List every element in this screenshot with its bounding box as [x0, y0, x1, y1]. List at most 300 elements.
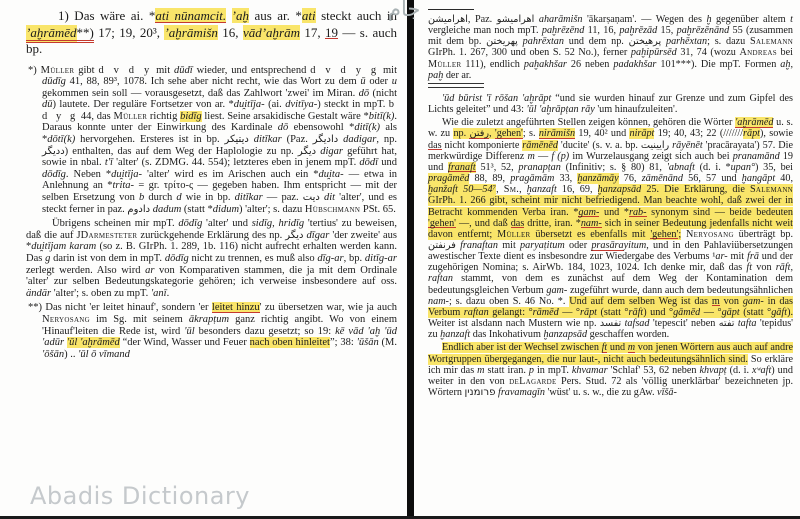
text-segment: richtig [147, 110, 181, 122]
footnote-separator-rule [428, 83, 484, 88]
text-segment: 'ūl ō vīmand [78, 348, 130, 360]
text-segment: mit [152, 64, 175, 76]
text-segment: von Komparativen stammen, die ja mit dem Ordinale 'alter' zur selben Bedeutungskategorie gehören; ich verweise insbesondere auf oss. [26, 264, 397, 288]
text-segment: — paz. [262, 192, 303, 204]
text-segment: Andreas [739, 47, 777, 59]
text-segment: 88, 89, [469, 173, 511, 185]
highlighted-text: ḫanzāmāy [577, 173, 619, 185]
text-segment: d v d y g [310, 64, 380, 76]
text-segment: trita- [112, 180, 135, 192]
text-segment: khvapṭ [699, 364, 727, 376]
text-segment: PSt. 65. [360, 203, 396, 215]
text-segment: dōtī(k) [47, 134, 76, 146]
text-segment: steckt auch in [315, 8, 398, 23]
text-segment: 'ākarṣaṇam'. — Wegen des [582, 14, 707, 25]
highlighted-text: rāpt [580, 306, 597, 318]
highlighted-text: gāft [771, 306, 788, 318]
query-word-overlay: جام [388, 0, 421, 21]
text-segment: oder [564, 239, 592, 251]
text-segment: تفته [718, 318, 735, 330]
text-segment: geschaffen worden. [587, 329, 670, 341]
text-segment: 17, [299, 24, 326, 40]
text-segment: digar [320, 145, 343, 157]
text-segment: (statt * [181, 203, 213, 215]
highlighted-text: (statt ° [739, 306, 772, 318]
text-segment: — etwa in Anlehnung an * [42, 168, 397, 192]
text-segment: 'ūl [184, 325, 195, 337]
text-segment: dīg-ar [317, 253, 344, 264]
highlighted-text: gāmēd [673, 306, 701, 318]
text-segment: im Sg. mit seinem [90, 313, 189, 325]
highlighted-text: bidīg [180, 110, 202, 122]
text-segment: ديگر [285, 229, 304, 241]
text-segment: dūdī [174, 64, 193, 76]
text-segment: Neryosang [686, 228, 734, 240]
text-segment: ū [360, 76, 366, 88]
text-segment: paḫakhšar [523, 58, 567, 70]
text-segment: d v d y [98, 64, 153, 76]
text-segment: ) und weiter in den von [428, 364, 793, 387]
text-segment: ديتيكر [224, 134, 249, 146]
text-segment: 40, [775, 173, 794, 185]
text-segment: pragāmām [510, 173, 555, 185]
text-segment: als * [42, 122, 397, 146]
text-segment: tafta [737, 318, 757, 330]
highlighted-text: ʼaḫrāmišn [164, 24, 218, 40]
text-segment: zugeführt wurde, dann auch dem bedeutungsähnlichen [567, 284, 793, 296]
text-segment: Hübschmann [304, 203, 361, 215]
text-segment: داديگر [312, 134, 339, 146]
footnote-continuation [26, 218, 397, 299]
highlighted-text: raftan [463, 306, 489, 318]
text-segment: 'Schlaf' 53, 62 neben [607, 364, 700, 376]
text-segment: ändär [26, 287, 52, 299]
text-segment: 19 und [428, 150, 794, 173]
text-segment: ديگر [297, 145, 317, 157]
text-segment: ) 35, bei [755, 161, 794, 173]
text-segment: bei [776, 47, 793, 59]
text-segment: im Wurzelausgang zeigt sich auch bei [569, 150, 733, 162]
text-segment: sidīg, hridīg [251, 218, 305, 230]
text-segment: 'alter'; s. oben zu mpT. [51, 287, 151, 299]
text-segment: dōdīg [42, 168, 66, 180]
text-segment: 51³, 52, [475, 161, 519, 173]
quote-paragraph [428, 93, 793, 115]
highlighted-text: —, und daß [456, 217, 511, 229]
text-segment: 'ducite' (s. v. a. bp. [557, 139, 641, 151]
highlighted-text: m [711, 295, 720, 307]
highlighted-text: 'gehen' [428, 217, 456, 229]
text-segment: du̯itīja- [233, 99, 265, 111]
text-segment: **) [77, 25, 94, 43]
text-segment: 'ūl 'aḫrāpṭan rāy [526, 104, 595, 116]
text-segment: pahrēxtan [522, 36, 564, 48]
text-segment: von [752, 262, 776, 274]
highlighted-text: ḫanzapsād [597, 184, 642, 196]
text-segment: 'alter' und [202, 218, 252, 230]
text-segment: liest. Seine arsakidische Gestalt wäre * [201, 110, 369, 122]
text-segment: . Neben * [65, 168, 112, 180]
highlighted-text: ḫanžaft 50—54⁷ [428, 184, 497, 196]
highlighted-text: Und auf dem selben Weg ist das [569, 295, 712, 307]
highlighted-text: 'aḫrāmēd [735, 117, 774, 129]
highlighted-text: nirāmišn [538, 128, 576, 140]
text-segment: ḫanzapsād [543, 329, 588, 341]
text-segment: dadum [152, 203, 182, 215]
text-segment: 'tepescit' neben [649, 318, 719, 330]
text-segment: — s. auch bp. [26, 24, 398, 56]
text-segment: ) 'alter'; s. dazu [239, 203, 305, 215]
text-segment: f (p) [551, 150, 570, 162]
text-segment: (nicht [369, 87, 397, 99]
text-segment: , np. [376, 134, 397, 146]
text-segment: padakhšar [613, 58, 657, 70]
text-segment: GIrPh. 1. 267, 300 und oben S. 52 No.), ferner [428, 47, 631, 59]
text-segment: xʷaft [752, 364, 772, 376]
text-segment: der ar. [443, 69, 472, 81]
text-segment: Neryosang [42, 313, 91, 325]
text-segment: 'pracārayata') 57. Die merkwürdige Differenz [428, 139, 793, 162]
text-segment: didum [212, 203, 240, 215]
text-segment: . Daraus konnte unter der Einwirkung des Kardinale [42, 110, 398, 134]
text-segment: 'ōšān [42, 348, 65, 360]
highlighted-text: gam- [578, 206, 600, 218]
text-segment: 17; 19, 20³, [93, 24, 165, 40]
text-segment: Müller [40, 64, 75, 76]
text-segment: 'um hinaufzuleiten'. [594, 104, 678, 116]
highlighted-text: (statt ° [597, 306, 629, 318]
text-segment: 44, das [78, 110, 114, 122]
text-segment: zāmēnānd [641, 173, 683, 185]
text-segment: dīgar [306, 229, 330, 241]
text-segment: ft [746, 262, 753, 274]
text-segment: kē vād 'aḫ 'ūd 'adūr [42, 325, 397, 349]
text-segment: rāyēnēt [672, 139, 703, 151]
text-segment: 1) Das wäre ai. * [58, 8, 156, 23]
text-segment: m [477, 364, 485, 376]
highlighted-text: , [489, 128, 495, 140]
text-segment: fravamagīn [498, 387, 545, 398]
highlighted-text: von jenen Wörtern aus auch auf andre Wortgruppen übergegangen, die nur laut-, nicht auch bedeutungsähnlich sind. [428, 342, 794, 365]
highlighted-text: 'ūl 'aḫrāmēd [66, 337, 120, 349]
text-segment: paḫrēzēnd [541, 25, 585, 37]
main-paragraph [428, 342, 793, 398]
highlighted-text: ) und ° [643, 306, 674, 318]
text-segment: Müller [428, 58, 462, 70]
text-segment: 'alter' (s. ZDMG. 44. 554); letzteres eben in jenem mpT. [112, 157, 360, 169]
text-segment: 41, 88, 89³, 1078. Ich sehe aber nicht recht, wie das Wort zu dem [65, 76, 361, 88]
text-segment: Übrigens scheinen mir mpT. [52, 218, 179, 230]
text-segment: und dem np. [563, 36, 629, 48]
text-segment: und [378, 157, 397, 169]
text-segment: nicht komponierte [441, 139, 523, 151]
text-segment: b d y g [42, 99, 397, 122]
text-segment: , [496, 184, 504, 196]
text-segment: nam- [428, 295, 449, 307]
text-segment: 'tertius' zu beweisen, daß die auf J [26, 218, 397, 241]
text-segment: (ai. [264, 99, 286, 111]
text-segment: vergleiche man noch mpT. [428, 25, 542, 37]
highlighted-text: pragāmēd [428, 173, 470, 185]
text-segment: Weiter ist alsdann nach Mustern wie np. [428, 318, 600, 330]
highlighted-text: m [627, 342, 636, 354]
text-segment: gegenüber altem [711, 14, 791, 25]
text-segment: hervorgehen. Ersteres ist in bp. [75, 134, 225, 146]
highlighted-text: nam- [580, 217, 602, 229]
text-segment: frā [747, 251, 759, 263]
text-segment: pranapṭan [518, 161, 561, 173]
footnote-rule [428, 9, 474, 10]
highlighted-text: sich in seiner Bedeutung jedenfalls nicht weit davon entfernt; [428, 217, 794, 240]
text-segment: = gr. τρίτο-ς — gegeben haben. Ihm entspricht — mit der selben Ersetzung von [42, 180, 397, 204]
text-segment: ditī(k) [354, 122, 380, 134]
footnote-double-star [28, 302, 397, 360]
highlighted-text: das [510, 217, 525, 229]
text-segment: mit [498, 239, 521, 251]
highlighted-text: GIrPh. 1. 266 gibt, scheint mir nicht befriedigend. Man beachte wohl, daß zwei der in Betracht kommenden Verba iran. * [428, 195, 793, 218]
highlighted-text: ʼaḫ [231, 8, 249, 23]
text-segment: 16, 69, [556, 184, 598, 196]
highlighted-text: gāpt [721, 306, 740, 318]
text-segment: (d. i. * [694, 161, 731, 173]
text-segment: dō [277, 122, 289, 134]
text-segment: du̯ita- [318, 168, 344, 180]
text-segment: deLagarde [509, 375, 557, 387]
text-segment: tafsad [624, 318, 650, 330]
text-segment: رايينيت [640, 139, 670, 151]
highlighted-text: rāmēnēd [522, 139, 558, 151]
footnote-star [28, 64, 398, 216]
text-segment: 56, 57 und [683, 173, 742, 185]
text-segment: dūdīg [42, 76, 66, 88]
text-segment: “und sie wurden hinauf zur Grenze und zum Gipfel des Lichts geleitet” und 43: [428, 92, 793, 116]
text-segment: t [790, 14, 793, 25]
text-segment: اهراميشو [496, 14, 535, 25]
text-segment: ”; 38: [329, 337, 357, 349]
text-segment: dōdīg [164, 253, 189, 264]
text-segment: تفسد [599, 318, 622, 330]
highlighted-text: nirāpt [629, 128, 655, 140]
text-segment: oder [365, 76, 392, 88]
text-segment: ديت [302, 192, 320, 204]
text-segment: ditīkar [234, 192, 263, 204]
text-segment: 19; 40, 43; 22 (/////// [654, 128, 744, 140]
text-segment: Darmesteter [80, 229, 138, 241]
page-gutter-divider [407, 0, 414, 519]
text-segment: ākrapṭum [188, 313, 230, 325]
highlighted-text: — ° [700, 306, 722, 318]
text-segment: Salemann [749, 36, 794, 48]
text-segment: ) enthalten, das auf dem Weg der Haplologie zu np. [64, 145, 298, 157]
text-segment: ebensowohl * [288, 122, 355, 134]
text-segment: (d. i. [726, 364, 753, 376]
text-segment: dū [42, 99, 53, 111]
text-segment: دادوم [127, 203, 151, 215]
text-segment: دديگر [42, 145, 65, 157]
text-segment: zerlegt werden. Also wird [26, 264, 146, 276]
text-segment: aḫ, paḫ [428, 58, 794, 81]
text-segment: 19 [325, 24, 339, 40]
text-segment: wieder, und entsprechend [192, 64, 311, 76]
highlighted-text: leitet hinzu [211, 302, 260, 314]
text-segment: Pers. Stud. 72 als 'völlig unerklärbar' bezeichneten jp. Wörtern [428, 375, 793, 398]
text-segment: 31, 74 (wozu [676, 47, 740, 59]
text-segment: du̯itījam karam [31, 241, 97, 253]
text-segment: ḫanzaft [526, 184, 557, 196]
text-segment: nicht zu trennen, es muß also [188, 253, 318, 264]
text-segment: ditīg-ar [364, 253, 397, 264]
text-segment: dvitīya- [285, 99, 318, 111]
highlighted-text: und * [599, 206, 629, 218]
text-segment: überträgt bp. [733, 228, 793, 240]
text-segment: paḫrēzēnānd [676, 25, 730, 37]
right-page-column [414, 0, 800, 516]
text-segment: u [391, 76, 397, 88]
text-segment: (Paz. [281, 134, 313, 146]
highlighted-text: ; [678, 228, 682, 240]
text-segment: ḫ [706, 14, 712, 25]
highlighted-text: ft [601, 342, 608, 354]
text-segment: 16, [217, 24, 243, 40]
text-segment: 'wüst' u. s. w., die zu gAw. [544, 387, 658, 398]
text-segment: p [528, 364, 534, 376]
highlighted-text: np. [453, 128, 470, 140]
text-segment: 'der zweite' aus * [26, 229, 398, 253]
text-segment: upan° [730, 161, 756, 173]
text-segment: darin ist von dem in mpT. [50, 253, 165, 264]
text-segment: 'ūšān [356, 337, 379, 349]
text-segment: ditīkar [253, 134, 282, 146]
text-segment: dit [323, 192, 336, 204]
text-segment: franaftan [460, 239, 498, 251]
highlighted-text: gelangt: ° [488, 306, 533, 318]
highlighted-text: Müller [497, 228, 531, 240]
text-segment: *) [28, 64, 41, 76]
text-segment: , [519, 184, 527, 196]
highlighted-text: 'gehen' [494, 128, 523, 140]
highlighted-text: رفتن [469, 128, 490, 140]
text-segment: 'alter', und es steckt ferner in paz. [42, 192, 397, 215]
text-segment: 76, [618, 173, 642, 185]
text-segment: 'ūd būrist 'ī rōšan 'aḫrāpt [442, 92, 552, 104]
text-segment: das Inkohativum [470, 329, 544, 341]
highlighted-text: von [719, 295, 743, 307]
text-segment: So erkläre ich mir das [428, 353, 793, 376]
text-segment: 15, [657, 25, 677, 37]
text-segment: paryaṭitum [520, 239, 565, 251]
text-segment: geführt hat, sowie in nbal. [42, 145, 397, 169]
highlighted-text: ati [301, 8, 316, 23]
text-segment: 'anī [150, 287, 167, 299]
text-segment: — [534, 150, 552, 162]
watermark-brand: Abadis Dictionary [30, 482, 250, 510]
highlighted-text: und [607, 342, 628, 354]
text-segment: statt iran. [484, 364, 529, 376]
text-segment: g [45, 253, 51, 264]
highlighted-text: Salemann [749, 184, 794, 196]
text-segment: 55 (zusammen mit dem bp. [428, 25, 793, 48]
highlighted-text: vādʼaḫrām [242, 24, 300, 40]
text-segment: 19, 40² und [575, 128, 630, 140]
text-segment: پهريختن [486, 36, 518, 48]
text-segment: پرهيختن [628, 36, 662, 48]
text-segment: 'alter' wird es im Arischen auch ein * [142, 168, 319, 180]
text-segment: gekommen sein soll — vorausgesetzt, daß das Zahlwort 'zwei' im Miran. [42, 87, 359, 99]
text-segment: yitum [623, 239, 647, 251]
text-segment [226, 8, 231, 23]
text-segment: 111), endlich [461, 58, 524, 70]
text-segment: m [527, 150, 535, 162]
highlighted-text: Endlich aber ist der Wechsel zwischen [442, 342, 602, 354]
text-segment: dadigar [343, 134, 377, 146]
text-segment: bitī(k) [368, 110, 395, 122]
highlighted-text: rab- [628, 206, 647, 218]
highlighted-text: 'gehen' [650, 228, 679, 240]
text-segment: wie in bp. [181, 192, 235, 204]
text-segment: , und in den Pahlaviübersetzungen awestischer Texte dient es insbesondre zur Wiedergabe des Verbums ¹ [428, 239, 794, 263]
text-segment: aus ar. * [248, 8, 302, 23]
text-segment: mit [727, 251, 748, 263]
text-segment: zurückgehende Erklärung des np. [137, 229, 286, 241]
highlighted-text: franaft [448, 161, 476, 173]
highlighted-text: synonym sind — beide bedeuten [646, 206, 794, 218]
highlighted-text: 25. Die Erklärung, die [641, 184, 750, 196]
text-segment: פרומנין [464, 387, 496, 398]
text-segment: und der zugehörigen Nomina; s. AirWb. 184, 1023, 1024. Ich denke mir, daß das [428, 251, 793, 274]
text-segment: فرنفتن [428, 239, 456, 251]
text-segment: 101***). Die mpT. Formen [656, 58, 781, 70]
text-segment: b [138, 192, 145, 204]
footnote-continuation [428, 14, 793, 81]
highlighted-text: rāmēd [532, 306, 559, 318]
highlighted-text: rāft [628, 306, 644, 318]
text-segment: ar- [715, 251, 728, 263]
highlighted-text: ati nūnamcit. [155, 8, 227, 23]
text-segment: 33, [554, 173, 578, 185]
text-segment: paḫipūrsēd [630, 47, 677, 59]
text-segment: ) steckt in mpT. [317, 99, 389, 111]
text-segment: ganz richtig angibt. Wo von einem 'Hinauf'leiten die Rede ist, wird [42, 313, 397, 337]
text-segment: gibt [74, 64, 99, 76]
text-segment: Sm. [503, 184, 520, 196]
entry-paragraph [26, 8, 397, 58]
text-segment: 26 neben [566, 58, 614, 70]
text-segment: Müller [113, 110, 148, 122]
text-segment: u. s. w. zu [428, 117, 794, 140]
text-segment: dōdī [359, 157, 379, 169]
text-segment: . [166, 287, 170, 299]
text-segment: ar [145, 264, 155, 276]
highlighted-text: in das Verbum [428, 295, 793, 318]
highlighted-text: ). [787, 306, 794, 318]
text-segment: vīšā- [657, 387, 677, 398]
text-segment: Wie die zuletzt angeführten Stellen zeigen können, gehören die Wörter [442, 117, 736, 129]
text-segment: 'tepidus' zu [428, 318, 793, 341]
text-segment: dōdīg [178, 218, 203, 230]
text-segment: ' zu übersetzen war, wie ja auch [259, 302, 397, 314]
text-segment: (M. [378, 337, 397, 349]
text-segment: du̯itīja- [111, 168, 143, 180]
main-paragraph [428, 117, 793, 340]
text-segment: “der Wind, Wasser und Feuer [119, 337, 250, 349]
text-segment: ; s. [522, 128, 539, 140]
text-segment: parhēxtan [665, 36, 708, 48]
text-segment: ) .. [64, 348, 79, 360]
text-segment: 11, 16, [584, 25, 620, 37]
text-segment: ḫanzaft [440, 329, 471, 341]
text-segment: t'ī [104, 157, 113, 169]
text-segment: 'abnaft [666, 161, 695, 173]
